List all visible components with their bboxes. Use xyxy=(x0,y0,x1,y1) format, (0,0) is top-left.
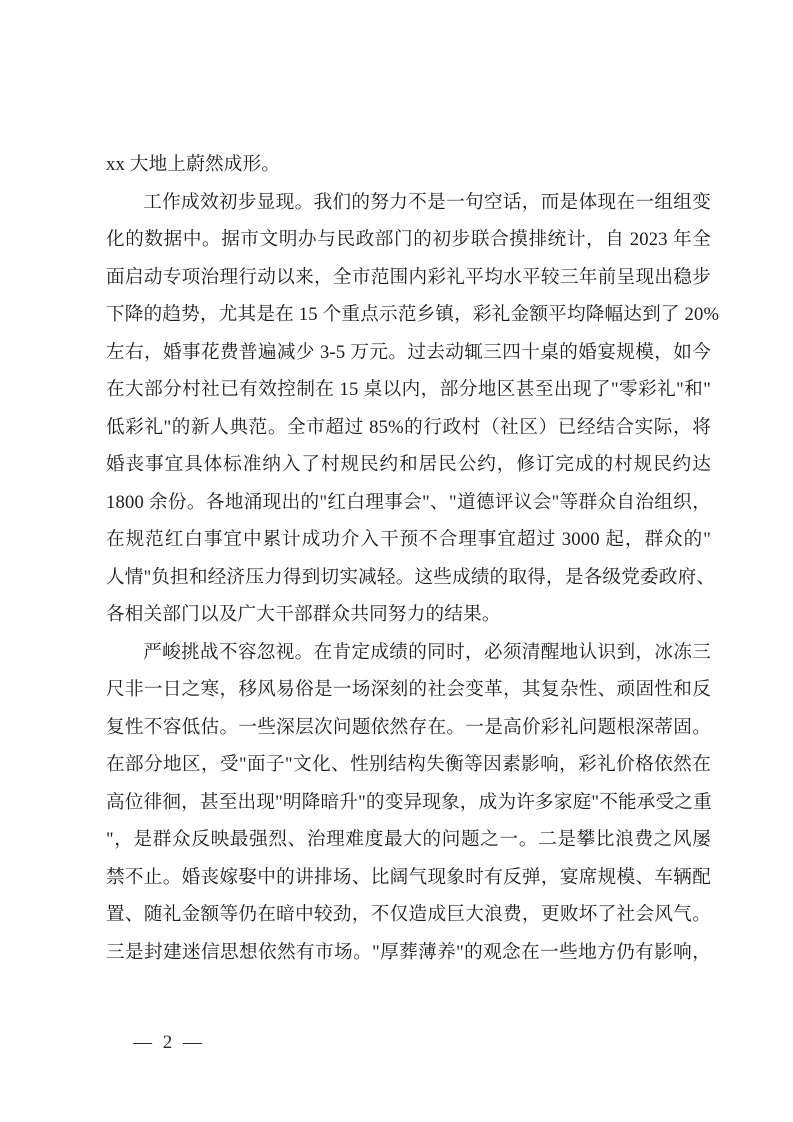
page-number: — 2 — xyxy=(133,1032,202,1053)
text-line: 尺非一日之寒，移风易俗是一场深刻的社会变革，其复杂性、顽固性和反 xyxy=(106,679,711,700)
text-line: 置、随礼金额等仍在暗中较劲，不仅造成巨大浪费，更败坏了社会风气。 xyxy=(106,904,711,925)
text-line: 三是封建迷信思想依然有市场。"厚葬薄养"的观念在一些地方仍有影响， xyxy=(106,941,711,963)
text-line: "，是群众反映最强烈、治理难度最大的问题之一。二是攀比浪费之风屡 xyxy=(106,829,711,850)
text-line: 禁不止。婚丧嫁娶中的讲排场、比阔气现象时有反弹，宴席规模、车辆配 xyxy=(106,866,711,888)
text-line: 下降的趋势，尤其是在 15 个重点示范乡镇，彩礼金额平均降幅达到了 20% xyxy=(106,304,720,325)
text-line: 左右，婚事花费普遍减少 3-5 万元。过去动辄三四十桌的婚宴规模，如今 xyxy=(106,341,711,363)
text-line: 化的数据中。据市文明办与民政部门的初步联合摸排统计，自 2023 年全 xyxy=(106,229,711,250)
paragraph-work-results xyxy=(106,184,720,634)
text-line: 复性不容低估。一些深层次问题依然存在。一是高价彩礼问题根深蒂固。 xyxy=(106,716,711,738)
text-line: 低彩礼"的新人典范。全市超过 85%的行政村（社区）已经结合实际，将 xyxy=(106,416,711,438)
text-line: 高位徘徊，甚至出现"明降暗升"的变异现象，成为许多家庭"不能承受之重 xyxy=(106,791,712,813)
text-line: 1800 余份。各地涌现出的"红白理事会"、"道德评议会"等群众自治组织， xyxy=(106,491,711,513)
document-body xyxy=(106,146,720,971)
text-line: 人情"负担和经济压力得到切实减轻。这些成绩的取得，是各级党委政府、 xyxy=(106,566,716,588)
text-line: 严峻挑战不容忽视。在肯定成绩的同时，必须清醒地认识到，冰冻三 xyxy=(143,641,711,663)
text-line: 面启动专项治理行动以来，全市范围内彩礼平均水平较三年前呈现出稳步 xyxy=(106,266,711,288)
text-line: 在规范红白事宜中累计成功介入干预不合理事宜超过 3000 起，群众的" xyxy=(106,529,711,550)
text-line: 工作成效初步显现。我们的努力不是一句空话，而是体现在一组组变 xyxy=(143,191,711,213)
paragraph-continuation xyxy=(106,146,711,184)
text-line: 在大部分村社已有效控制在 15 桌以内，部分地区甚至出现了"零彩礼"和" xyxy=(106,379,711,400)
text-line: 各相关部门以及广大干部群众共同努力的结果。 xyxy=(106,604,501,625)
paragraph-challenges xyxy=(106,634,711,972)
text-line: 婚丧事宜具体标准纳入了村规民约和居民公约，修订完成的村规民约达 xyxy=(106,454,711,475)
text-line: xx 大地上蔚然成形。 xyxy=(106,154,281,175)
text-line: 在部分地区，受"面子"文化、性别结构失衡等因素影响，彩礼价格依然在 xyxy=(106,754,711,775)
